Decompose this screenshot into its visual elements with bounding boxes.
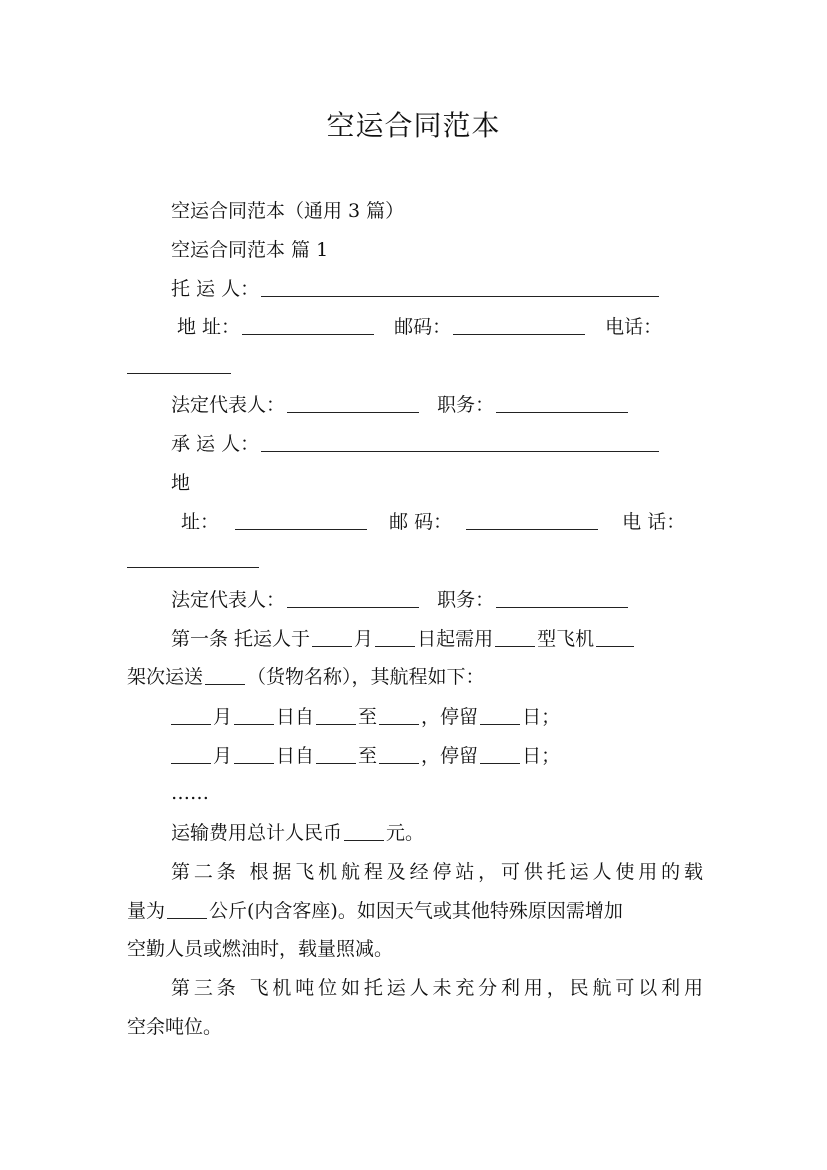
route1-day: 日； [522,706,561,728]
position-label-2: 职务： [437,589,495,611]
part1-heading: 空运合同范本 篇 1 [171,239,329,261]
art1-month-blank [312,628,352,647]
shipper-line [127,277,703,301]
shipper-address-line [127,315,703,339]
carrier-phone-blank [127,549,259,568]
weight-blank [167,900,207,919]
position-label: 职务： [437,394,495,416]
route1-month-blank [171,706,211,725]
article-1-month: 月 [354,628,374,650]
carrier-legal-rep-blank [287,589,419,608]
art1-day-blank [375,628,415,647]
article-1-type: 型飞机 [537,628,595,650]
carrier-postcode-blank [466,511,598,530]
article-2-text-b: 公斤(内含客座)。如因天气或其他特殊原因需增加 [209,900,623,922]
route2-day-blank [234,745,274,764]
art1-type-blank [495,628,535,647]
ellipsis: …… [171,782,209,804]
route-line-2 [127,744,703,768]
route1-from-blank [316,706,356,725]
article-2-line-1: 第二条 根据飞机航程及经停站，可供托运人使用的载 [171,861,703,883]
art1-count-blank [596,628,634,647]
postcode-label: 邮码： [394,316,452,338]
article-3-line-1: 第三条 飞机吨位如托运人未充分利用，民航可以利用 [171,977,703,999]
route1-stop-blank [480,706,520,725]
carrier-blank [261,433,659,452]
route-line-1 [127,705,703,729]
route1-to-blank [379,706,419,725]
shipper-blank [261,278,659,297]
position-blank [496,394,628,413]
article-1-text-b: 架次运送 [127,666,204,688]
route2-stop-blank [480,745,520,764]
route1-month: 月 [213,706,233,728]
article-1-text-c: （货物名称），其航程如下： [247,666,485,688]
fee-text-a: 运输费用总计人民币 [171,822,343,844]
fee-text-b: 元。 [386,822,425,844]
fee-blank [344,822,384,841]
route2-to-blank [379,745,419,764]
route2-stop: ，停留 [421,745,479,767]
legal-rep-blank [287,394,419,413]
carrier-address-di: 地 [171,472,191,494]
route2-day-from: 日自 [276,745,315,767]
article-1-text-a: 第一条 托运人于 [171,628,311,650]
document-title: 空运合同范本 [326,109,501,142]
carrier-position-blank [496,589,628,608]
art1-cargo-blank [205,666,245,685]
phone-label: 电话： [605,316,663,338]
route1-day-from: 日自 [276,706,315,728]
carrier-line [127,432,703,456]
subtitle: 空运合同范本（通用 3 篇） [171,200,405,222]
article-1-line-2 [127,665,703,689]
route2-day: 日； [522,745,561,767]
address-zhi-label: 址： [181,511,220,533]
route2-to: 至 [358,745,378,767]
legal-rep-label: 法定代表人： [171,394,286,416]
address-label: 地 址： [177,316,241,338]
legal-rep-label-2: 法定代表人： [171,589,286,611]
carrier-address-line [127,510,703,534]
postcode-blank [453,316,585,335]
route2-month: 月 [213,745,233,767]
article-2-line-2 [127,899,703,923]
address-blank [242,316,374,335]
carrier-address-blank [235,511,367,530]
article-2-text-a: 量为 [127,900,166,922]
carrier-legal-rep-line [127,588,703,612]
route2-from-blank [316,745,356,764]
route1-to: 至 [358,706,378,728]
article-3-line-2: 空余吨位。 [127,1016,223,1038]
route1-stop: ，停留 [421,706,479,728]
shipper-legal-rep-line [127,393,703,417]
carrier-label: 承 运 人： [171,433,260,455]
article-1-day-from: 日起需用 [417,628,494,650]
route2-month-blank [171,745,211,764]
route1-day-blank [234,706,274,725]
shipper-label: 托 运 人： [171,278,260,300]
fee-line [127,821,703,845]
postcode-label-2: 邮 码： [389,511,453,533]
article-2-line-3: 空勤人员或燃油时，载量照减。 [127,938,394,960]
phone-label-2: 电 话： [622,511,686,533]
article-1-line-1 [127,627,703,651]
shipper-phone-blank [127,355,231,374]
